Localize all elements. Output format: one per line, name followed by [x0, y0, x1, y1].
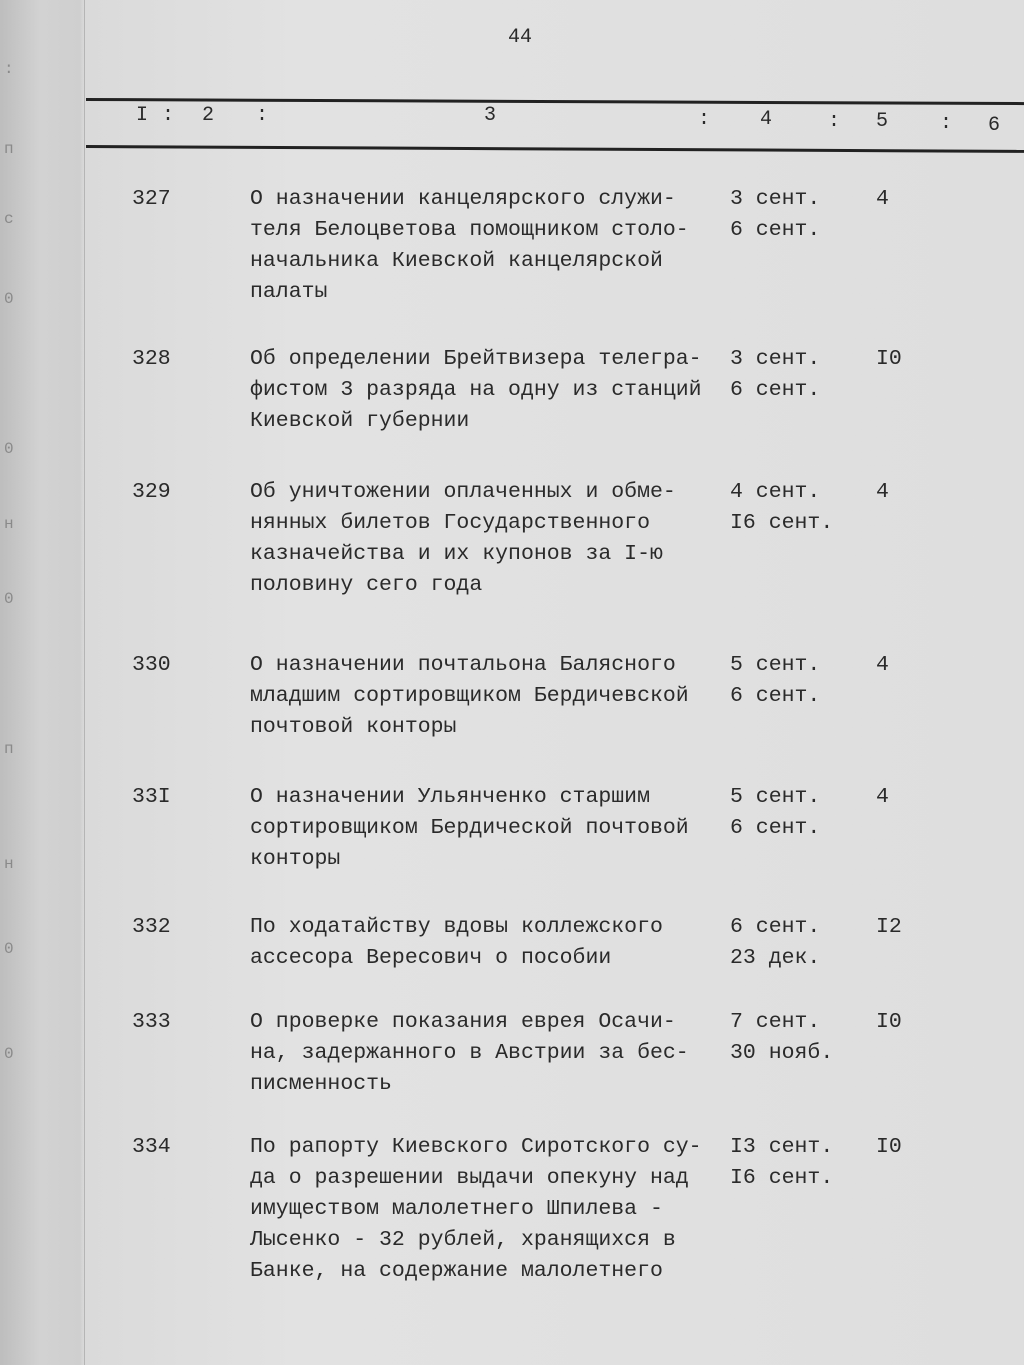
- header-col-1: I: [136, 104, 149, 127]
- date-line: I3 сент.: [730, 1135, 834, 1159]
- entry-dates: [730, 184, 820, 246]
- description-line: О проверке показания еврея Осачи-: [250, 1010, 676, 1034]
- page-number: 44: [508, 26, 533, 49]
- entry-dates: [730, 912, 820, 974]
- entry-dates: [730, 477, 833, 539]
- date-line: 7 сент.: [730, 1010, 821, 1034]
- description-line: казначейства и их купонов за I-ю: [250, 542, 663, 566]
- header-col-3: 3: [484, 104, 497, 127]
- entry-description: [250, 650, 689, 743]
- date-line: I6 сент.: [730, 1166, 834, 1190]
- description-line: По ходатайству вдовы коллежского: [250, 915, 663, 939]
- entry-number: 330: [132, 653, 171, 677]
- date-line: 6 сент.: [730, 816, 821, 840]
- date-line: 6 сент.: [730, 684, 821, 708]
- entry-description: [250, 477, 676, 601]
- entry-sheets: 4: [876, 785, 889, 809]
- date-line: 6 сент.: [730, 218, 821, 242]
- header-top-rule: [86, 98, 1024, 105]
- entry-number: 33I: [132, 785, 171, 809]
- description-line: писменность: [250, 1072, 392, 1096]
- entry-dates: [730, 782, 820, 844]
- description-line: половину сего года: [250, 573, 483, 597]
- description-line: ассесора Вересович о пособии: [250, 946, 612, 970]
- entry-number: 328: [132, 347, 171, 371]
- entry-number: 332: [132, 915, 171, 939]
- entry-description: [250, 912, 663, 974]
- description-line: О назначении канцелярского служи-: [250, 187, 676, 211]
- entry-sheets: I2: [876, 915, 902, 939]
- entry-dates: [730, 1007, 833, 1069]
- header-col-4: 4: [760, 108, 773, 131]
- description-line: на, задержанного в Австрии за бес-: [250, 1041, 689, 1065]
- description-line: сортировщиком Бердической почтовой: [250, 816, 689, 840]
- description-line: фистом 3 разряда на одну из станций: [250, 378, 702, 402]
- date-line: 6 сент.: [730, 378, 821, 402]
- entry-description: [250, 184, 689, 308]
- date-line: I6 сент.: [730, 511, 834, 535]
- date-line: 3 сент.: [730, 347, 821, 371]
- description-line: почтовой конторы: [250, 715, 457, 739]
- entry-dates: [730, 344, 820, 406]
- description-line: теля Белоцветова помощником столо-: [250, 218, 689, 242]
- entry-sheets: I0: [876, 1135, 902, 1159]
- description-line: Об уничтожении оплаченных и обме-: [250, 480, 676, 504]
- header-col-6: 6: [988, 114, 1001, 137]
- date-line: 4 сент.: [730, 480, 821, 504]
- date-line: 30 нояб.: [730, 1041, 834, 1065]
- entry-sheets: 4: [876, 480, 889, 504]
- description-line: Лысенко - 32 рублей, хранящихся в: [250, 1228, 676, 1252]
- entry-description: [250, 782, 689, 875]
- header-col-2: 2: [202, 104, 215, 127]
- entry-description: [250, 1132, 702, 1287]
- description-line: По рапорту Киевского Сиротского су-: [250, 1135, 702, 1159]
- previous-page-edge: : п с 0 0 н 0 п н 0 0: [0, 0, 85, 1365]
- description-line: младшим сортировщиком Бердичевской: [250, 684, 689, 708]
- description-line: нянных билетов Государственного: [250, 511, 650, 535]
- date-line: 6 сент.: [730, 915, 821, 939]
- entry-number: 327: [132, 187, 171, 211]
- entry-description: [250, 344, 702, 437]
- description-line: Банке, на содержание малолетнего: [250, 1259, 663, 1283]
- entry-dates: [730, 650, 820, 712]
- entry-sheets: 4: [876, 187, 889, 211]
- entry-number: 334: [132, 1135, 171, 1159]
- entry-sheets: I0: [876, 347, 902, 371]
- description-line: да о разрешении выдачи опекуну над: [250, 1166, 689, 1190]
- gutter-mark: :: [4, 60, 14, 78]
- date-line: 5 сент.: [730, 653, 821, 677]
- entry-description: [250, 1007, 689, 1100]
- entry-sheets: 4: [876, 653, 889, 677]
- date-line: 5 сент.: [730, 785, 821, 809]
- header-bottom-rule: [86, 145, 1024, 153]
- description-line: О назначении почтальона Балясного: [250, 653, 676, 677]
- date-line: 3 сент.: [730, 187, 821, 211]
- description-line: Об определении Брейтвизера телегра-: [250, 347, 702, 371]
- entry-dates: [730, 1132, 833, 1194]
- description-line: начальника Киевской канцелярской: [250, 249, 663, 273]
- description-line: палаты: [250, 280, 328, 304]
- description-line: конторы: [250, 847, 341, 871]
- entry-number: 329: [132, 480, 171, 504]
- description-line: имуществом малолетнего Шпилева -: [250, 1197, 663, 1221]
- entry-number: 333: [132, 1010, 171, 1034]
- date-line: 23 дек.: [730, 946, 821, 970]
- description-line: Киевской губернии: [250, 409, 470, 433]
- header-col-5: 5: [876, 110, 889, 133]
- entry-sheets: I0: [876, 1010, 902, 1034]
- description-line: О назначении Ульянченко старшим: [250, 785, 650, 809]
